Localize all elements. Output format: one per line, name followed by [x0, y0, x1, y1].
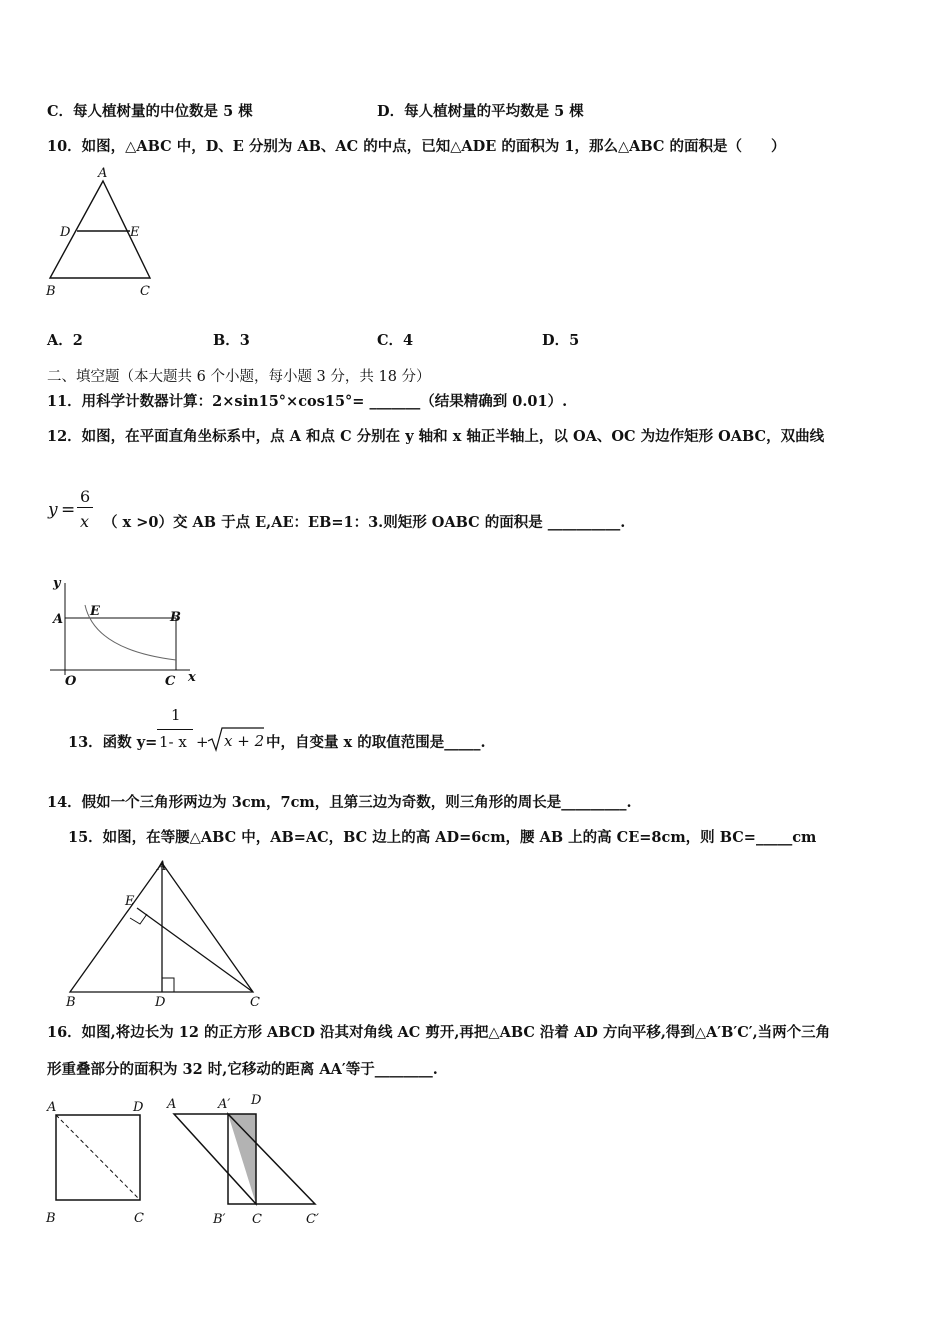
q10-figure [40, 165, 170, 305]
q13-fraction-numerator: 1 [171, 706, 181, 724]
q10-option-b: B．3 [213, 332, 250, 349]
q12-label-e: E [90, 604, 100, 619]
q15-altitude-ce [137, 908, 253, 992]
q10-option-c: C．4 [377, 332, 414, 349]
q10-option-a: A．2 [47, 332, 83, 349]
q10-label-d: D [60, 225, 71, 240]
q16-fig1-label-d: D [133, 1100, 144, 1115]
q12-label-b: B [170, 610, 181, 625]
q16-fig1-label-a: A [47, 1100, 57, 1115]
q16-fig2-label-d: D [251, 1093, 262, 1108]
q12-formula-numerator: 6 [80, 487, 91, 506]
q12-label-y: y [53, 576, 61, 591]
q13-prefix: 13．函数 y= [68, 734, 158, 751]
q12-formula-eq: = [61, 500, 76, 520]
q12-label-x: x [188, 670, 196, 685]
q9-option-d: D．每人植树量的平均数是 5 棵 [377, 103, 584, 120]
q16-line1: 16．如图,将边长为 12 的正方形 ABCD 沿其对角线 AC 剪开,再把△ABC 沿着 AD 方向平移,得到△A′B′C′,当两个三角 [47, 1024, 831, 1041]
q13-radicand: x + 2 [224, 732, 265, 750]
q10-label-c: C [140, 284, 150, 299]
q16-fig1-label-c: C [134, 1211, 144, 1226]
q15-label-e: E [125, 894, 135, 909]
q16-figure-translated [160, 1090, 340, 1230]
q12-label-a: A [53, 612, 64, 627]
q16-fig2-label-b-prime: B′ [213, 1212, 226, 1227]
q12-figure [45, 575, 205, 690]
q10-option-d: D．5 [542, 332, 580, 349]
q13-plus: + [196, 733, 209, 751]
q15-label-d: D [155, 995, 166, 1010]
q15-text: 15．如图，在等腰△ABC 中，AB=AC，BC 边上的高 AD=6cm，腰 AB 上的高 CE=8cm，则 BC=_____cm [68, 829, 817, 846]
q10-text: 10．如图，△ABC 中，D、E 分别为 AB、AC 的中点，已知△ADE 的面积为 1，那么△ABC 的面积是（ ） [47, 138, 786, 155]
q9-option-c: C．每人植树量的中位数是 5 棵 [47, 103, 253, 120]
q15-label-b: B [66, 995, 76, 1010]
q12-formula-denominator: x [80, 512, 90, 531]
q12-condition-text: （ x >0）交 AB 于点 E,AE：EB=1：3.则矩形 OABC 的面积是 __________. [103, 514, 626, 531]
q10-label-b: B [46, 284, 56, 299]
q15-label-a: A [157, 859, 167, 874]
q15-figure [60, 855, 270, 1015]
q10-label-e: E [130, 225, 140, 240]
q12-text: 12．如图，在平面直角坐标系中，点 A 和点 C 分别在 y 轴和 x 轴正半轴上，以 OA、OC 为边作矩形 OABC，双曲线 [47, 428, 825, 445]
q16-fig2-label-c: C [252, 1212, 262, 1227]
q12-fraction-bar [77, 507, 93, 508]
q15-label-c: C [250, 995, 260, 1010]
q16-figure-square [42, 1095, 162, 1230]
q16-fig2-label-c-prime: C′ [306, 1212, 319, 1227]
q13-fraction-bar [157, 729, 193, 730]
q12-formula-y: y [48, 500, 58, 520]
section2-heading: 二、填空题（本大题共 6 个小题，每小题 3 分，共 18 分） [47, 369, 431, 385]
q16-fig2-label-a: A [167, 1097, 177, 1112]
q16-fig2-label-a-prime: A′ [218, 1097, 231, 1112]
q16-diagonal-ac [56, 1115, 140, 1200]
q10-label-a: A [98, 166, 108, 181]
q11-text: 11．用科学计数器计算：2×sin15°×cos15°= _______（结果精确到 0.01）. [47, 393, 568, 410]
q13-suffix: 中，自变量 x 的取值范围是_____. [266, 734, 486, 751]
q12-label-o: O [65, 674, 77, 689]
q16-triangle-a1b1c1 [228, 1114, 315, 1204]
q12-label-c: C [165, 674, 176, 689]
q13-fraction-denominator: 1- x [159, 733, 187, 751]
q14-text: 14．假如一个三角形两边为 3cm，7cm，且第三边为奇数，则三角形的周长是_________. [47, 794, 632, 811]
q16-fig1-label-b: B [46, 1211, 56, 1226]
q16-line2: 形重叠部分的面积为 32 时,它移动的距离 AA′等于________. [47, 1061, 438, 1078]
